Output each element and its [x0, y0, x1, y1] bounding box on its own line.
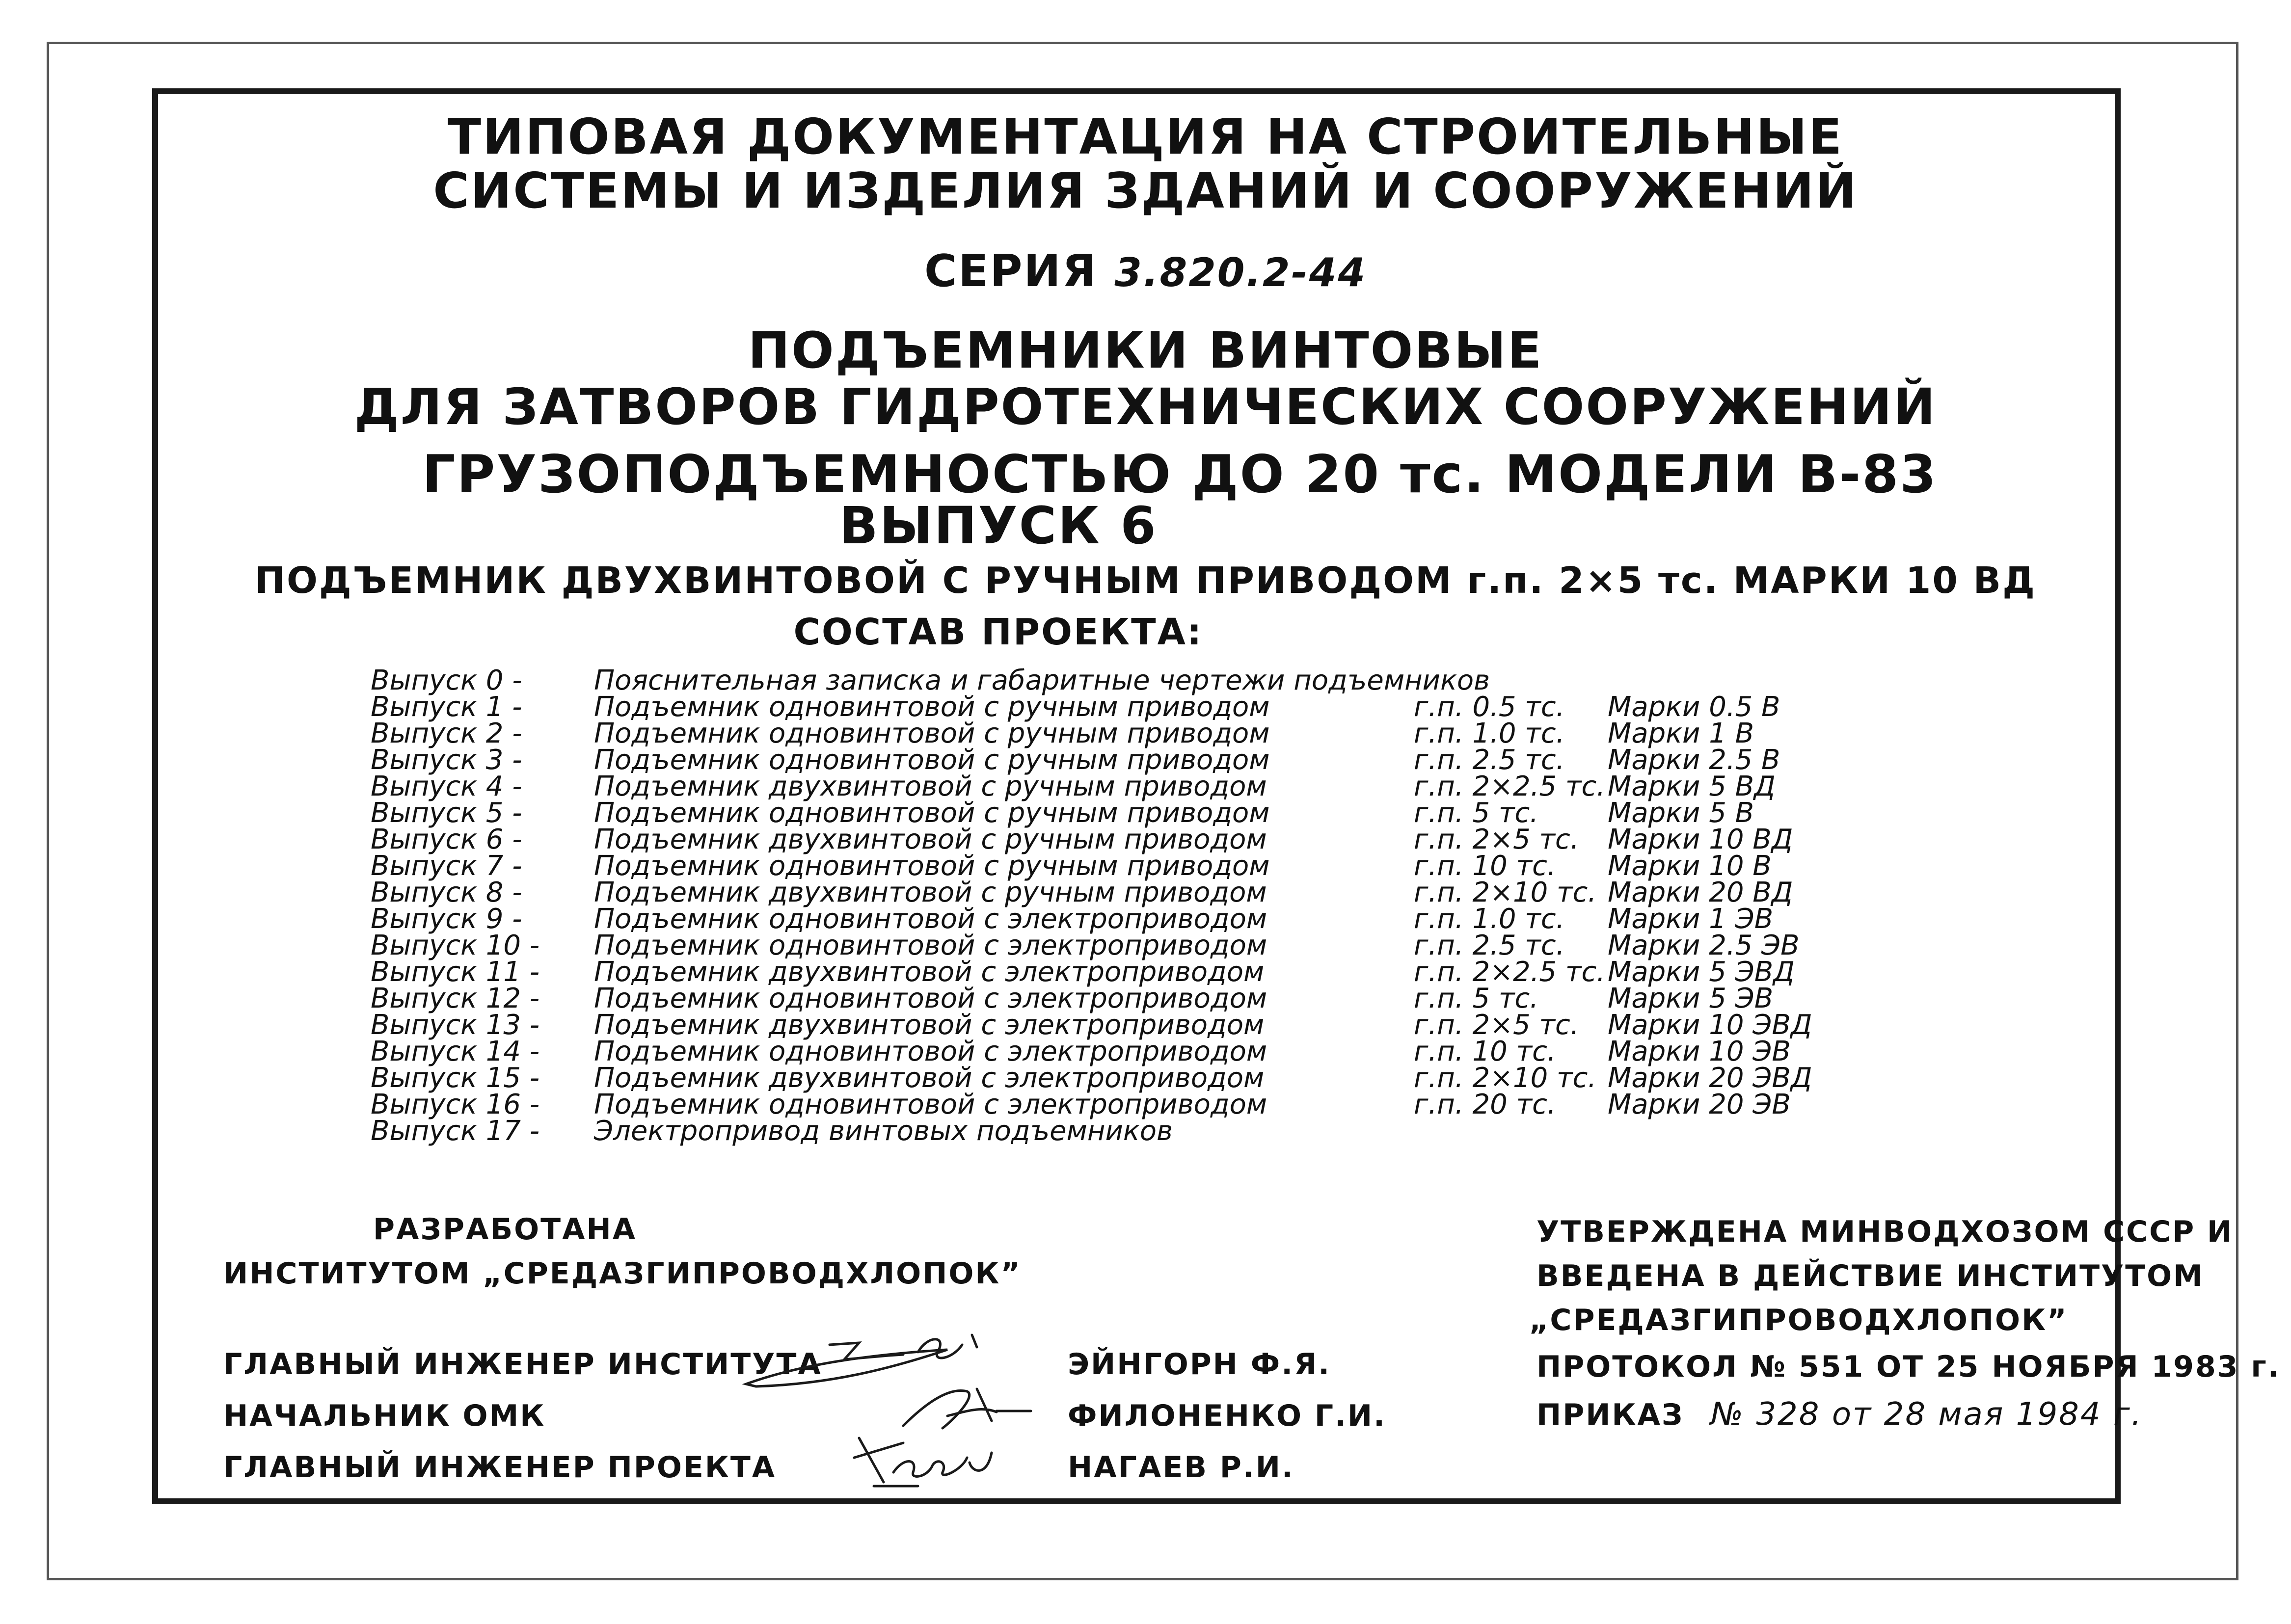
issue-row — [371, 1089, 1917, 1120]
issue-brand: Марки 10 ЭВД — [1608, 1009, 1812, 1041]
approval-line1: УТВЕРЖДЕНА МИНВОДХОЗОМ СССР И — [1536, 1215, 2234, 1249]
issue-brand: Марки 2.5 В — [1608, 744, 1780, 776]
issue-description: Подъемник одновинтовой с ручным приводом — [594, 691, 1270, 723]
issue-description: Подъемник одновинтовой с электроприводом — [594, 1036, 1267, 1067]
signatory-position-3: ГЛАВНЫЙ ИНЖЕНЕР ПРОЕКТА — [223, 1450, 777, 1485]
issue-capacity: г.п. 5 тс. — [1414, 797, 1539, 829]
product-title-line3: ГРУЗОПОДЪЕМНОСТЬЮ ДО 20 тс. МОДЕЛИ В-83 — [422, 444, 1938, 505]
signatory-position-2: НАЧАЛЬНИК ОМК — [223, 1399, 546, 1433]
issue-description: Подъемник одновинтовой с электроприводом — [594, 903, 1267, 935]
issue-description: Подъемник двухвинтовой с электроприводом — [594, 956, 1265, 988]
issue-capacity: г.п. 20 тс. — [1414, 1089, 1556, 1120]
issue-row — [371, 744, 1917, 776]
issue-subtitle: ПОДЪЕМНИК ДВУХВИНТОВОЙ С РУЧНЫМ ПРИВОДОМ г.п. 2×5 тс. МАРКИ 10 ВД — [255, 559, 2036, 602]
issue-row — [371, 985, 1917, 1012]
issue-number: ВЫПУСК 6 — [839, 496, 1158, 556]
issue-label: Выпуск 9 - — [371, 903, 522, 935]
issue-capacity: г.п. 2×5 тс. — [1414, 1009, 1579, 1041]
issue-brand: Марки 20 ЭВ — [1608, 1089, 1791, 1120]
issue-label: Выпуск 11 - — [371, 956, 540, 988]
issue-brand: Марки 10 В — [1608, 850, 1772, 882]
issue-brand: Марки 1 ЭВ — [1608, 903, 1774, 935]
issue-label: Выпуск 2 - — [371, 718, 522, 749]
issue-label: Выпуск 13 - — [371, 1009, 540, 1041]
issue-label: Выпуск 15 - — [371, 1062, 540, 1094]
doc-header-line2: СИСТЕМЫ И ИЗДЕЛИЯ ЗДАНИЙ И СООРУЖЕНИЙ — [433, 162, 1858, 219]
issue-capacity: г.п. 2×10 тс. — [1414, 877, 1597, 908]
signatory-name-1: ЭЙНГОРН Ф.Я. — [1068, 1347, 1331, 1382]
issue-row — [371, 879, 1917, 906]
issue-description: Подъемник двухвинтовой с электроприводом — [594, 1062, 1265, 1094]
issue-description: Подъемник одновинтовой с ручным приводом — [594, 797, 1270, 829]
issue-capacity: г.п. 0.5 тс. — [1414, 691, 1565, 723]
developed-institute: ИНСТИТУТОМ „СРЕДАЗГИПРОВОДХЛОПОК” — [223, 1256, 1022, 1291]
issue-text: Электропривод винтовых подъемников — [594, 1115, 1173, 1147]
issue-description: Подъемник одновинтовой с ручным приводом — [594, 744, 1270, 776]
issue-label: Выпуск 0 - — [371, 665, 522, 696]
composition-title: СОСТАВ ПРОЕКТА: — [793, 611, 1203, 653]
issue-capacity: г.п. 1.0 тс. — [1414, 718, 1565, 749]
issue-brand: Марки 5 ВД — [1608, 771, 1776, 802]
issue-description: Подъемник одновинтовой с электроприводом — [594, 983, 1267, 1014]
issue-capacity: г.п. 2×2.5 тс. — [1414, 956, 1606, 988]
issue-row — [371, 1038, 1917, 1065]
issue-row — [371, 1115, 1917, 1147]
issue-capacity: г.п. 2.5 тс. — [1414, 930, 1565, 961]
issue-row — [371, 826, 1917, 853]
issue-label: Выпуск 8 - — [371, 877, 522, 908]
signatory-name-3: НАГАЕВ Р.И. — [1068, 1450, 1294, 1485]
issue-row — [371, 903, 1917, 935]
issue-row — [371, 1062, 1917, 1094]
issue-row — [371, 956, 1917, 988]
issue-text: Пояснительная записка и габаритные чертежи подъемников — [594, 665, 1490, 696]
issue-label: Выпуск 14 - — [371, 1036, 540, 1067]
order-prefix: ПРИКАЗ — [1536, 1398, 1684, 1432]
signatory-name-2: ФИЛОНЕНКО Г.И. — [1068, 1399, 1386, 1433]
signature-project-engineer — [844, 1423, 1006, 1492]
issue-label: Выпуск 6 - — [371, 824, 522, 855]
issue-description: Подъемник одновинтовой с ручным приводом — [594, 850, 1270, 882]
product-title-line1: ПОДЪЕМНИКИ ВИНТОВЫЕ — [748, 321, 1543, 380]
issue-brand: Марки 5 ЭВД — [1608, 956, 1795, 988]
issue-capacity: г.п. 10 тс. — [1414, 850, 1556, 882]
issue-description: Подъемник двухвинтовой с электроприводом — [594, 1009, 1265, 1041]
issue-row — [371, 932, 1917, 959]
issue-description: Подъемник одновинтовой с ручным приводом — [594, 718, 1270, 749]
issue-label: Выпуск 5 - — [371, 797, 522, 829]
issue-description: Подъемник двухвинтовой с ручным приводом — [594, 771, 1267, 802]
issue-brand: Марки 10 ЭВ — [1608, 1036, 1791, 1067]
issue-brand: Марки 1 В — [1608, 718, 1754, 749]
issue-row — [371, 1009, 1917, 1041]
issue-capacity: г.п. 2×2.5 тс. — [1414, 771, 1606, 802]
issue-brand: Марки 5 В — [1608, 797, 1754, 829]
issue-brand: Марки 20 ЭВД — [1608, 1062, 1812, 1094]
issue-row — [371, 850, 1917, 882]
signatory-position-1: ГЛАВНЫЙ ИНЖЕНЕР ИНСТИТУТА — [223, 1347, 822, 1382]
issue-capacity: г.п. 5 тс. — [1414, 983, 1539, 1014]
issue-brand: Марки 10 ВД — [1608, 824, 1793, 855]
issue-capacity: г.п. 2×5 тс. — [1414, 824, 1579, 855]
series-number: 3.820.2-44 — [1114, 250, 1367, 295]
issue-capacity: г.п. 2.5 тс. — [1414, 744, 1565, 776]
developed-title: РАЗРАБОТАНА — [373, 1212, 637, 1247]
issue-label: Выпуск 17 - — [371, 1115, 540, 1147]
issue-row — [371, 667, 1917, 694]
approval-protocol: ПРОТОКОЛ № 551 ОТ 25 НОЯБРЯ 1983 г. — [1536, 1350, 2281, 1384]
issue-label: Выпуск 4 - — [371, 771, 522, 802]
issue-label: Выпуск 10 - — [371, 930, 540, 961]
issue-row — [371, 773, 1917, 800]
order-details: № 328 от 28 мая 1984 г. — [1710, 1396, 2143, 1433]
approval-line3: „СРЕДАЗГИПРОВОДХЛОПОК” — [1529, 1303, 2068, 1337]
issue-label: Выпуск 12 - — [371, 983, 540, 1014]
product-title-line2: ДЛЯ ЗАТВОРОВ ГИДРОТЕХНИЧЕСКИХ СООРУЖЕНИЙ — [354, 378, 1937, 436]
issue-description: Подъемник двухвинтовой с ручным приводом — [594, 877, 1267, 908]
series-label: СЕРИЯ — [924, 245, 1098, 297]
issue-capacity: г.п. 2×10 тс. — [1414, 1062, 1597, 1094]
issue-label: Выпуск 1 - — [371, 691, 522, 723]
issue-capacity: г.п. 1.0 тс. — [1414, 903, 1565, 935]
issue-description: Подъемник двухвинтовой с ручным приводом — [594, 824, 1267, 855]
issue-row — [371, 797, 1917, 829]
issue-label: Выпуск 7 - — [371, 850, 522, 882]
doc-header-line1: ТИПОВАЯ ДОКУМЕНТАЦИЯ НА СТРОИТЕЛЬНЫЕ — [447, 108, 1844, 165]
issue-brand: Марки 5 ЭВ — [1608, 983, 1774, 1014]
issue-row — [371, 691, 1917, 723]
issue-description: Подъемник одновинтовой с электроприводом — [594, 930, 1267, 961]
approval-order — [1536, 1396, 2143, 1433]
issue-description: Подъемник одновинтовой с электроприводом — [594, 1089, 1267, 1120]
issue-capacity: г.п. 10 тс. — [1414, 1036, 1556, 1067]
issue-label: Выпуск 3 - — [371, 744, 522, 776]
issue-brand: Марки 2.5 ЭВ — [1608, 930, 1800, 961]
approval-line2: ВВЕДЕНА В ДЕЙСТВИЕ ИНСТИТУТОМ — [1536, 1259, 2204, 1293]
issue-brand: Марки 20 ВД — [1608, 877, 1793, 908]
series — [0, 245, 2291, 297]
issue-brand: Марки 0.5 В — [1608, 691, 1780, 723]
issues-list — [371, 667, 1917, 1145]
issue-row — [371, 720, 1917, 747]
issue-label: Выпуск 16 - — [371, 1089, 540, 1120]
